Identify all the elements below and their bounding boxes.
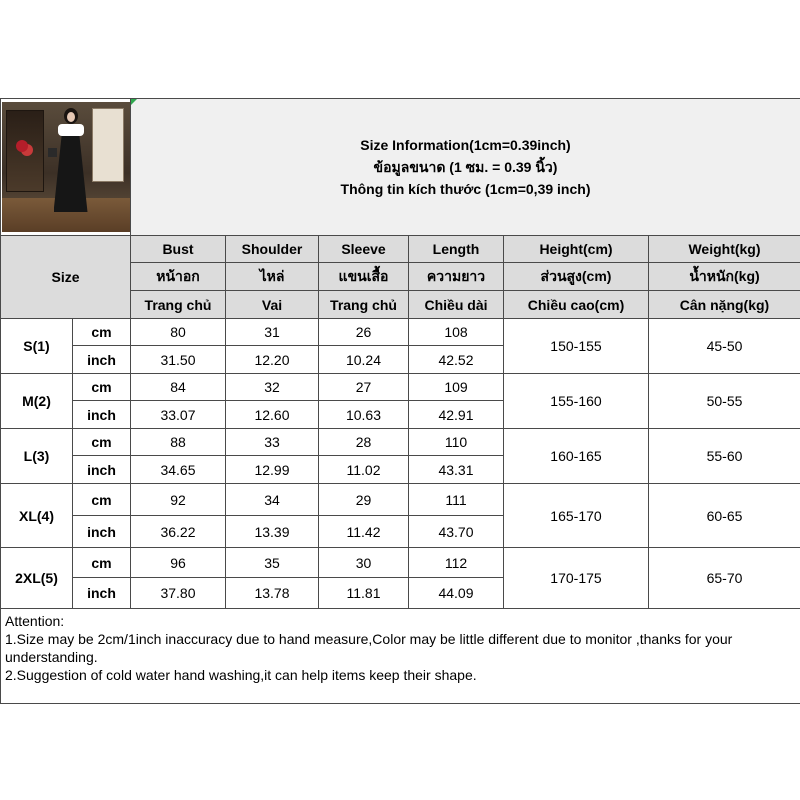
inch-value: 11.42 — [319, 516, 409, 548]
column-header-vi: Chiều dài — [409, 291, 504, 319]
cm-value: 112 — [409, 548, 504, 578]
inch-value: 36.22 — [131, 516, 226, 548]
column-header-en: Weight(kg) — [649, 236, 800, 263]
height-range: 165-170 — [504, 484, 649, 548]
header-line-english: Size Information(1cm=0.39inch) — [360, 137, 571, 153]
inch-value: 12.60 — [226, 401, 319, 429]
column-header-en: Bust — [131, 236, 226, 263]
height-range: 170-175 — [504, 548, 649, 609]
size-chart-table — [0, 98, 800, 704]
product-photo-cell — [1, 99, 131, 236]
column-header-th: แขนเสื้อ — [319, 263, 409, 291]
cm-value: 80 — [131, 319, 226, 346]
column-header-th: ส่วนสูง(cm) — [504, 263, 649, 291]
height-range: 155-160 — [504, 374, 649, 429]
cm-value: 35 — [226, 548, 319, 578]
cm-value: 30 — [319, 548, 409, 578]
cm-value: 110 — [409, 429, 504, 456]
weight-range: 50-55 — [649, 374, 800, 429]
weight-range: 60-65 — [649, 484, 800, 548]
cm-value: 27 — [319, 374, 409, 401]
column-header-th: หน้าอก — [131, 263, 226, 291]
inch-value: 11.81 — [319, 578, 409, 609]
unit-label-cm: cm — [73, 548, 131, 578]
weight-range: 65-70 — [649, 548, 800, 609]
cm-value: 34 — [226, 484, 319, 516]
height-range: 160-165 — [504, 429, 649, 484]
cm-value: 28 — [319, 429, 409, 456]
unit-label-inch: inch — [73, 516, 131, 548]
weight-range: 45-50 — [649, 319, 800, 374]
inch-value: 34.65 — [131, 456, 226, 484]
weight-range: 55-60 — [649, 429, 800, 484]
column-header-vi: Trang chủ — [131, 291, 226, 319]
cm-value: 108 — [409, 319, 504, 346]
inch-value: 43.31 — [409, 456, 504, 484]
header-line-vietnamese: Thông tin kích thước (1cm=0,39 inch) — [340, 181, 591, 197]
inch-value: 33.07 — [131, 401, 226, 429]
column-header-en: Height(cm) — [504, 236, 649, 263]
column-header-en: Sleeve — [319, 236, 409, 263]
column-header-th: ไหล่ — [226, 263, 319, 291]
cm-value: 32 — [226, 374, 319, 401]
unit-label-cm: cm — [73, 319, 131, 346]
cm-value: 31 — [226, 319, 319, 346]
column-header-vi: Vai — [226, 291, 319, 319]
cm-value: 88 — [131, 429, 226, 456]
inch-value: 43.70 — [409, 516, 504, 548]
cm-value: 84 — [131, 374, 226, 401]
attention-note-2: 2.Suggestion of cold water hand washing,it can help items keep their shape. — [5, 667, 477, 683]
cm-value: 109 — [409, 374, 504, 401]
table-row — [1, 484, 800, 516]
size-name: L(3) — [1, 429, 73, 484]
size-column-header: Size — [1, 236, 131, 319]
cm-value: 96 — [131, 548, 226, 578]
unit-label-cm: cm — [73, 429, 131, 456]
attention-note-1: 1.Size may be 2cm/1inch inaccuracy due to hand measure,Color may be little different due to monitor ,thanks for your understanding. — [5, 631, 733, 665]
unit-label-inch: inch — [73, 456, 131, 484]
unit-label-inch: inch — [73, 578, 131, 609]
inch-value: 31.50 — [131, 346, 226, 374]
cm-value: 29 — [319, 484, 409, 516]
cm-value: 111 — [409, 484, 504, 516]
column-header-vi: Cân nặng(kg) — [649, 291, 800, 319]
corner-marker-icon — [131, 99, 137, 105]
inch-value: 37.80 — [131, 578, 226, 609]
product-photo — [2, 102, 130, 232]
table-row — [1, 319, 800, 346]
header-line-thai: ข้อมูลขนาด (1 ซม. = 0.39 นิ้ว) — [373, 159, 558, 175]
inch-value: 44.09 — [409, 578, 504, 609]
cm-value: 33 — [226, 429, 319, 456]
table-row — [1, 374, 800, 401]
size-name: XL(4) — [1, 484, 73, 548]
height-range: 150-155 — [504, 319, 649, 374]
inch-value: 11.02 — [319, 456, 409, 484]
inch-value: 42.91 — [409, 401, 504, 429]
inch-value: 12.99 — [226, 456, 319, 484]
attention-title: Attention: — [5, 613, 65, 629]
column-header-en: Shoulder — [226, 236, 319, 263]
unit-label-cm: cm — [73, 374, 131, 401]
column-header-vi: Chiều cao(cm) — [504, 291, 649, 319]
unit-label-cm: cm — [73, 484, 131, 516]
inch-value: 42.52 — [409, 346, 504, 374]
table-row — [1, 548, 800, 578]
unit-label-inch: inch — [73, 346, 131, 374]
inch-value: 12.20 — [226, 346, 319, 374]
table-row — [1, 429, 800, 456]
size-name: S(1) — [1, 319, 73, 374]
size-name: 2XL(5) — [1, 548, 73, 609]
column-header-en: Length — [409, 236, 504, 263]
size-info-header — [131, 99, 800, 236]
inch-value: 13.39 — [226, 516, 319, 548]
attention-notes — [1, 609, 800, 704]
column-header-th: น้ำหนัก(kg) — [649, 263, 800, 291]
unit-label-inch: inch — [73, 401, 131, 429]
inch-value: 10.63 — [319, 401, 409, 429]
cm-value: 26 — [319, 319, 409, 346]
inch-value: 13.78 — [226, 578, 319, 609]
cm-value: 92 — [131, 484, 226, 516]
column-header-th: ความยาว — [409, 263, 504, 291]
size-name: M(2) — [1, 374, 73, 429]
column-header-vi: Trang chủ — [319, 291, 409, 319]
inch-value: 10.24 — [319, 346, 409, 374]
